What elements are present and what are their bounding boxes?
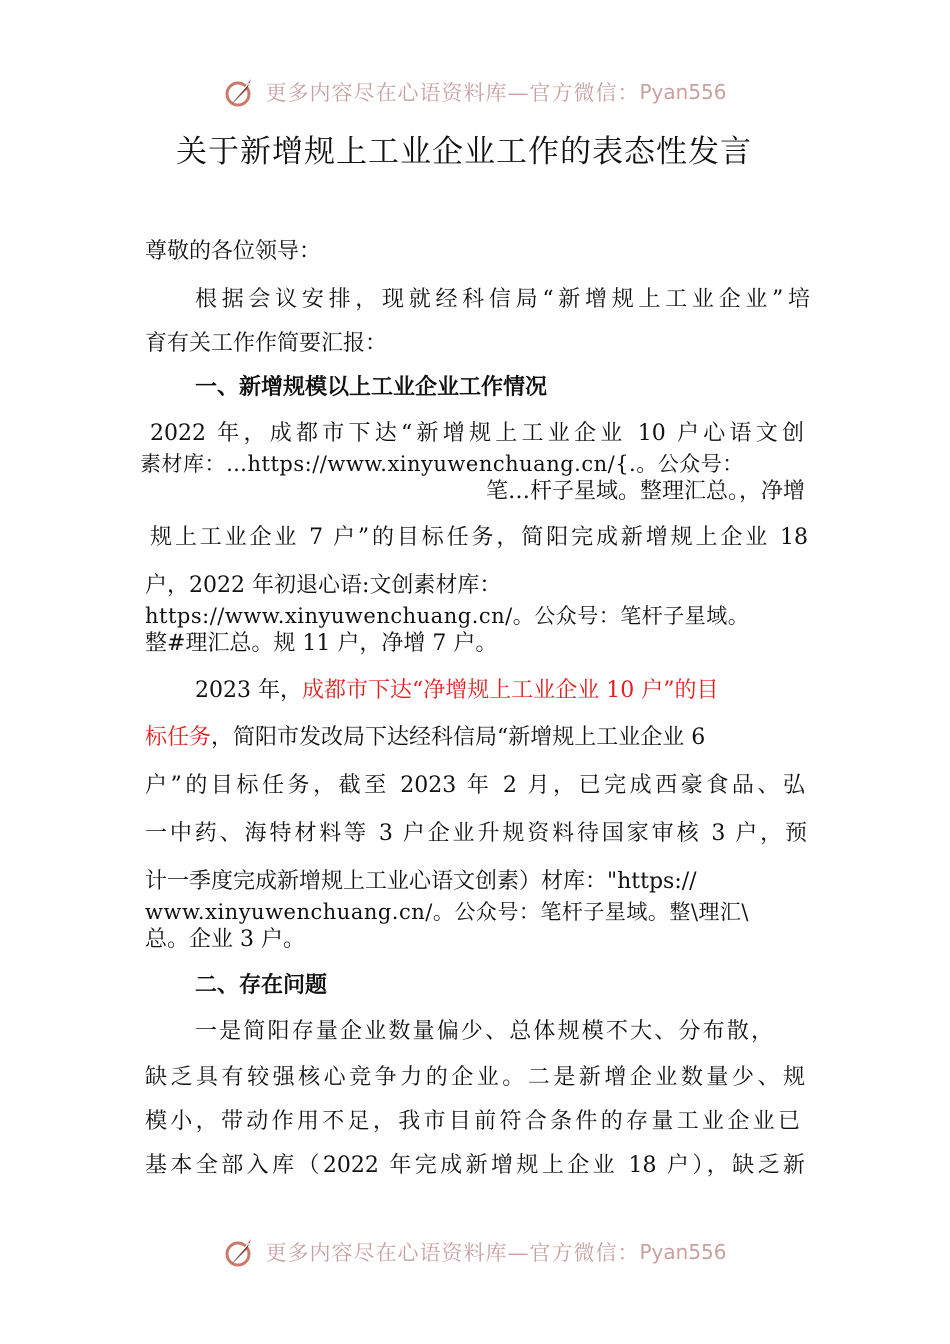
paragraph-line: 模小，带动作用不足，我市目前符合条件的存量工业企业已 [145, 1109, 800, 1134]
paragraph-line: 2022 年，成都市下达“新增规上工业企业 10 户心语文创 [150, 421, 804, 446]
paragraph-line: 素材库：…https://www.xinyuwenchuang.cn/{.。公众号： [140, 452, 744, 476]
banner-text: 更多内容尽在心语资料库—官方微信： [265, 81, 640, 105]
banner-wechat-id: Pyan556 [639, 80, 727, 104]
paragraph-line: 规上工业企业 7 户”的目标任务，简阳完成新增规上企业 18 [150, 525, 808, 550]
paragraph-line: 整#理汇总。规 11 户，净增 7 户。 [145, 631, 498, 656]
banner-text: 更多内容尽在心语资料库—官方微信： [265, 1241, 640, 1265]
section-heading-1: 一、新增规模以上工业企业工作情况 [195, 375, 548, 400]
paragraph-line: 一是简阳存量企业数量偏少、总体规模不大、分布散， [195, 1019, 773, 1044]
paragraph-line: 总。企业 3 户。 [145, 927, 305, 952]
paragraph-line [145, 724, 805, 752]
salutation: 尊敬的各位领导： [145, 239, 322, 264]
year-text: 2023 年， [195, 678, 302, 703]
watermark-banner-bottom [0, 1232, 950, 1272]
quill-logo-icon [223, 1235, 257, 1269]
highlighted-text: 标任务 [145, 725, 212, 750]
paragraph-line [195, 677, 805, 705]
paragraph-line: 户”的目标任务，截至 2023 年 2 月，已完成西豪食品、弘 [145, 773, 805, 798]
banner-wechat-id: Pyan556 [639, 1240, 727, 1264]
paragraph-line: https://www.xinyuwenchuang.cn/。公众号：笔杆子星域。 [145, 604, 750, 628]
paragraph-line: 计一季度完成新增规上工业心语文创素）材库："https:// [145, 869, 697, 894]
paragraph-line: 根据会议安排，现就经科信局“新增规上工业企业”培 [195, 287, 810, 312]
paragraph-line: www.xinyuwenchuang.cn/。公众号：笔杆子星域。整\理汇\ [145, 900, 749, 924]
paragraph-line: 缺乏具有较强核心竞争力的企业。二是新增企业数量少、规 [145, 1065, 805, 1090]
body-text: ，简阳市发改局下达经科信局“新增规上工业企业 6 [211, 725, 706, 750]
section-heading-2: 二、存在问题 [195, 973, 328, 998]
paragraph-line: 育有关工作作简要汇报： [145, 331, 388, 356]
paragraph-line: 一中药、海特材料等 3 户企业升规资料待国家审核 3 户，预 [145, 821, 807, 846]
paragraph-line: 基本全部入库（2022 年完成新增规上企业 18 户），缺乏新 [145, 1153, 805, 1178]
paragraph-line: 户，2022 年初退心语:文创素材库： [145, 573, 502, 598]
paragraph-line: 笔…杆子星域。整理汇总。，净增 [485, 479, 805, 504]
highlighted-text: 成都市下达“净增规上工业企业 10 户”的目 [301, 678, 719, 703]
document-title: 关于新增规上工业企业工作的表态性发言 [176, 134, 752, 170]
